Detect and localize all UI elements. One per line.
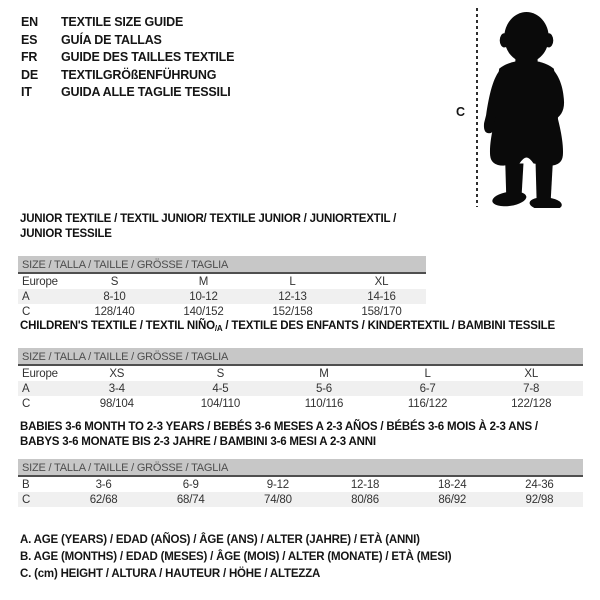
cell: S — [110, 275, 119, 288]
table-row — [18, 381, 583, 396]
language-row-de — [21, 67, 234, 85]
table-row — [18, 476, 583, 492]
row-label: C — [18, 492, 60, 507]
cell: 8-10 — [70, 289, 159, 304]
row-label: C — [22, 305, 31, 318]
cell: 3-6 — [95, 478, 112, 491]
cell: 98/104 — [99, 397, 134, 410]
cell: XS — [109, 367, 125, 380]
language-text: GUIDE DES TAILLES TEXTILE — [61, 50, 235, 64]
babies-section — [18, 420, 583, 507]
junior-section — [18, 212, 426, 319]
children-table-title — [18, 319, 583, 334]
language-text: GUÍA DE TALLAS — [61, 32, 162, 47]
language-row-en — [21, 14, 234, 32]
babies-table-title — [18, 420, 583, 450]
title-subscript: /A — [214, 324, 223, 333]
row-label: Europe — [22, 367, 58, 380]
row-label: Europe — [22, 275, 58, 288]
cell: 18-24 — [437, 478, 467, 491]
cell: 14-16 — [337, 289, 426, 304]
footnote-a: A. AGE (YEARS) / EDAD (AÑOS) / ÂGE (ANS) / ALTER (JAHRE) / ETÀ (ANNI) — [20, 534, 420, 546]
cell: 6-9 — [182, 478, 199, 491]
babies-size-table — [18, 459, 583, 507]
cell: L — [289, 275, 296, 288]
cell: 80/86 — [321, 492, 408, 507]
language-list — [21, 14, 234, 102]
table-header-label: SIZE / TALLA / TAILLE / GRÖSSE / TAGLIA — [18, 256, 426, 273]
table-header-row — [18, 459, 583, 476]
table-row — [18, 365, 583, 381]
cell: XL — [374, 275, 389, 288]
cell: 10-12 — [159, 289, 248, 304]
cell: M — [198, 275, 209, 288]
cell: 4-5 — [169, 381, 273, 396]
cell: 3-4 — [65, 381, 169, 396]
footnote-b: B. AGE (MONTHS) / EDAD (MESES) / ÂGE (MOIS) / ALTER (MONATE) / ETÀ (MESI) — [20, 551, 452, 563]
language-code: IT — [21, 85, 32, 99]
table-row — [18, 273, 426, 289]
cell: 12-13 — [248, 289, 337, 304]
language-code: ES — [21, 32, 38, 47]
footnotes — [20, 532, 451, 583]
table-header-label: SIZE / TALLA / TAILLE / GRÖSSE / TAGLIA — [18, 348, 583, 365]
height-measure-line — [476, 8, 478, 207]
title-text: / TEXTILE DES ENFANTS / KINDERTEXTIL / BAMBINI TESSILE — [222, 320, 555, 332]
language-row-it — [21, 84, 234, 102]
cell: 68/74 — [147, 492, 234, 507]
junior-size-table — [18, 256, 426, 319]
cell: 140/152 — [183, 305, 224, 318]
cell: 86/92 — [409, 492, 496, 507]
language-row-es — [21, 32, 234, 50]
cell: 62/68 — [60, 492, 147, 507]
cell: 122/128 — [511, 397, 552, 410]
cell: 24-36 — [525, 478, 554, 491]
title-line-1: BABIES 3-6 MONTH TO 2-3 YEARS / BEBÉS 3-6 MESES A 2-3 AÑOS / BÉBÉS 3-6 MOIS À 2-3 ANS / — [20, 421, 538, 433]
cell: 9-12 — [266, 478, 289, 491]
language-text: GUIDA ALLE TAGLIE TESSILI — [61, 85, 231, 99]
cell: XL — [524, 367, 539, 380]
cell: 158/170 — [361, 305, 402, 318]
table-header-row — [18, 348, 583, 365]
table-row — [18, 396, 583, 411]
children-section — [18, 319, 583, 411]
language-row-fr — [21, 49, 234, 67]
row-label: B — [22, 478, 30, 491]
language-text: TEXTILGRÖßENFÜHRUNG — [61, 67, 217, 82]
cell: 5-6 — [272, 381, 376, 396]
cell: 152/158 — [272, 305, 313, 318]
language-code: EN — [21, 15, 38, 29]
cell: 92/98 — [496, 492, 583, 507]
cell: L — [424, 367, 431, 380]
table-header-label: SIZE / TALLA / TAILLE / GRÖSSE / TAGLIA — [18, 459, 583, 476]
cell: 74/80 — [234, 492, 321, 507]
cell: 7-8 — [479, 381, 583, 396]
cell: 116/122 — [407, 397, 448, 410]
children-size-table — [18, 348, 583, 411]
language-code: DE — [21, 67, 38, 82]
cell: 104/110 — [200, 397, 241, 410]
language-code: FR — [21, 50, 38, 64]
row-label: A — [18, 381, 65, 396]
row-label: C — [22, 397, 31, 410]
toddler-silhouette-icon — [479, 6, 575, 208]
cell: 110/116 — [304, 397, 344, 410]
footnote-c: C. (cm) HEIGHT / ALTURA / HAUTEUR / HÖHE / ALTEZZA — [20, 568, 321, 580]
table-row — [18, 289, 426, 304]
row-label: A — [18, 289, 70, 304]
title-line-2: BABYS 3-6 MONATE BIS 2-3 JAHRE / BAMBINI 3-6 MESI A 2-3 ANNI — [20, 436, 376, 448]
table-header-row — [18, 256, 426, 273]
cell: 12-18 — [350, 478, 380, 491]
height-measure-label: C — [456, 105, 465, 119]
junior-table-title: JUNIOR TEXTILE / TEXTIL JUNIOR/ TEXTILE JUNIOR / JUNIORTEXTIL / JUNIOR TESSILE — [20, 213, 397, 240]
cell: 128/140 — [94, 305, 135, 318]
cell: 6-7 — [376, 381, 480, 396]
cell: S — [216, 367, 225, 380]
table-row — [18, 304, 426, 319]
cell: M — [319, 367, 329, 380]
title-text: CHILDREN'S TEXTILE / TEXTIL NIÑO — [20, 320, 215, 332]
language-text: TEXTILE SIZE GUIDE — [61, 15, 184, 29]
table-row — [18, 492, 583, 507]
